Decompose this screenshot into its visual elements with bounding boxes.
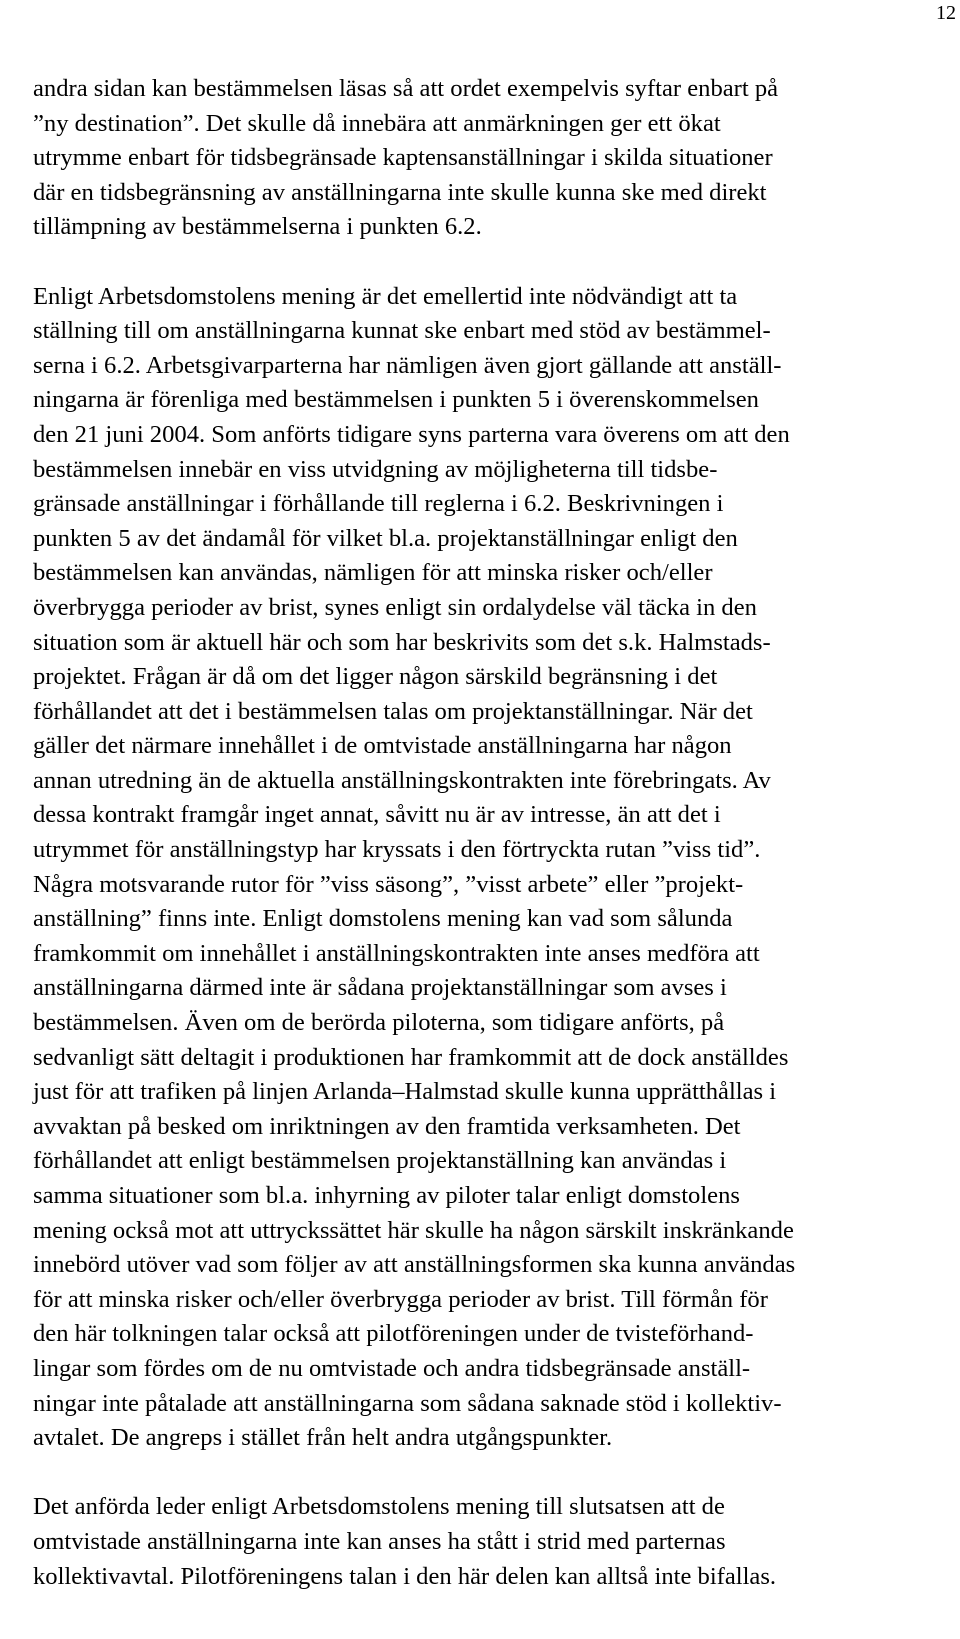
text-line: tillämpning av bestämmelserna i punkten 6.2. bbox=[33, 213, 482, 241]
text-line: bestämmelsen kan användas, nämligen för att minska risker och/eller bbox=[33, 559, 713, 587]
text-line: mening också mot att uttryckssättet här skulle ha någon särskilt inskränkande bbox=[33, 1216, 794, 1244]
document-body bbox=[33, 72, 928, 1594]
text-line: ställning till om anställningarna kunnat ske enbart med stöd av bestämmel- bbox=[33, 317, 771, 345]
text-line: för att minska risker och/eller överbrygga perioder av brist. Till förmån för bbox=[33, 1285, 768, 1313]
paragraph-2 bbox=[33, 280, 928, 1456]
text-line: avvaktan på besked om inriktningen av den framtida verksamheten. Det bbox=[33, 1112, 741, 1140]
text-line: gäller det närmare innehållet i de omtvistade anställningarna har någon bbox=[33, 732, 732, 760]
text-line: den 21 juni 2004. Som anförts tidigare syns parterna vara överens om att den bbox=[33, 420, 790, 448]
text-line: samma situationer som bl.a. inhyrning av piloter talar enligt domstolens bbox=[33, 1182, 740, 1209]
text-line: utrymme enbart för tidsbegränsade kaptensanställningar i skilda situationer bbox=[33, 144, 773, 172]
text-line: sedvanligt sätt deltagit i produktionen har framkommit att de dock anställdes bbox=[33, 1043, 789, 1071]
paragraph-1 bbox=[33, 72, 928, 245]
text-line: kollektivavtal. Pilotföreningens talan i den här delen kan alltså inte bifallas. bbox=[33, 1562, 777, 1590]
text-line: just för att trafiken på linjen Arlanda–Halmstad skulle kunna upprätthållas i bbox=[33, 1078, 777, 1106]
text-line: Det anförda leder enligt Arbetsdomstolens mening till slutsatsen att de bbox=[33, 1493, 725, 1521]
text-line: omtvistade anställningarna inte kan anses ha stått i strid med parternas bbox=[33, 1527, 726, 1555]
text-line: andra sidan kan bestämmelsen läsas så att ordet exempelvis syftar enbart på bbox=[33, 75, 779, 102]
text-line: innebörd utöver vad som följer av att anställningsformen ska kunna användas bbox=[33, 1251, 796, 1279]
text-line: förhållandet att enligt bestämmelsen projektanställning kan användas i bbox=[33, 1147, 727, 1175]
text-line: dessa kontrakt framgår inget annat, såvitt nu är av intresse, än att det i bbox=[33, 801, 721, 829]
text-line: ningarna är förenliga med bestämmelsen i punkten 5 i överenskommelsen bbox=[33, 386, 759, 414]
paragraph-gap bbox=[33, 1456, 928, 1491]
text-line: avtalet. De angreps i stället från helt andra utgångspunkter. bbox=[33, 1424, 613, 1452]
text-line: serna i 6.2. Arbetsgivarparterna har nämligen även gjort gällande att anställ- bbox=[33, 351, 782, 379]
text-line: överbrygga perioder av brist, synes enligt sin ordalydelse väl täcka in den bbox=[33, 593, 757, 621]
text-line: anställning” finns inte. Enligt domstolens mening kan vad som sålunda bbox=[33, 905, 733, 933]
text-line: Enligt Arbetsdomstolens mening är det emellertid inte nödvändigt att ta bbox=[33, 282, 738, 310]
text-line: ningar inte påtalade att anställningarna som sådana saknade stöd i kollektiv- bbox=[33, 1389, 782, 1417]
text-line: situation som är aktuell här och som har beskrivits som det s.k. Halmstads- bbox=[33, 628, 771, 656]
text-line: den här tolkningen talar också att pilotföreningen under de tvisteförhand- bbox=[33, 1320, 754, 1348]
text-line: bestämmelsen innebär en viss utvidgning av möjligheterna till tidsbe- bbox=[33, 455, 718, 483]
paragraph-gap bbox=[33, 245, 928, 280]
text-line: projektet. Frågan är då om det ligger någon särskild begränsning i det bbox=[33, 663, 718, 691]
text-line: ”ny destination”. Det skulle då innebära att anmärkningen ger ett ökat bbox=[33, 109, 721, 137]
paragraph-3 bbox=[33, 1490, 928, 1594]
text-line: Några motsvarande rutor för ”viss säsong”, ”visst arbete” eller ”projekt- bbox=[33, 870, 744, 898]
text-line: framkommit om innehållet i anställningskontrakten inte anses medföra att bbox=[33, 939, 760, 967]
text-line: där en tidsbegränsning av anställningarna inte skulle kunna ske med direkt bbox=[33, 178, 767, 206]
text-line: anställningarna därmed inte är sådana projektanställningar som avses i bbox=[33, 974, 727, 1002]
text-line: förhållandet att det i bestämmelsen talas om projektanställningar. När det bbox=[33, 697, 753, 725]
text-line: gränsade anställningar i förhållande till reglerna i 6.2. Beskrivningen i bbox=[33, 490, 724, 518]
text-line: annan utredning än de aktuella anställningskontrakten inte förebringats. Av bbox=[33, 766, 771, 794]
text-line: punkten 5 av det ändamål för vilket bl.a. projektanställningar enligt den bbox=[33, 524, 738, 552]
text-line: utrymmet för anställningstyp har kryssats i den förtryckta rutan ”viss tid”. bbox=[33, 836, 761, 864]
page-number: 12 bbox=[936, 2, 956, 24]
text-line: lingar som fördes om de nu omtvistade och andra tidsbegränsade anställ- bbox=[33, 1354, 751, 1382]
text-line: bestämmelsen. Även om de berörda piloterna, som tidigare anförts, på bbox=[33, 1009, 725, 1037]
